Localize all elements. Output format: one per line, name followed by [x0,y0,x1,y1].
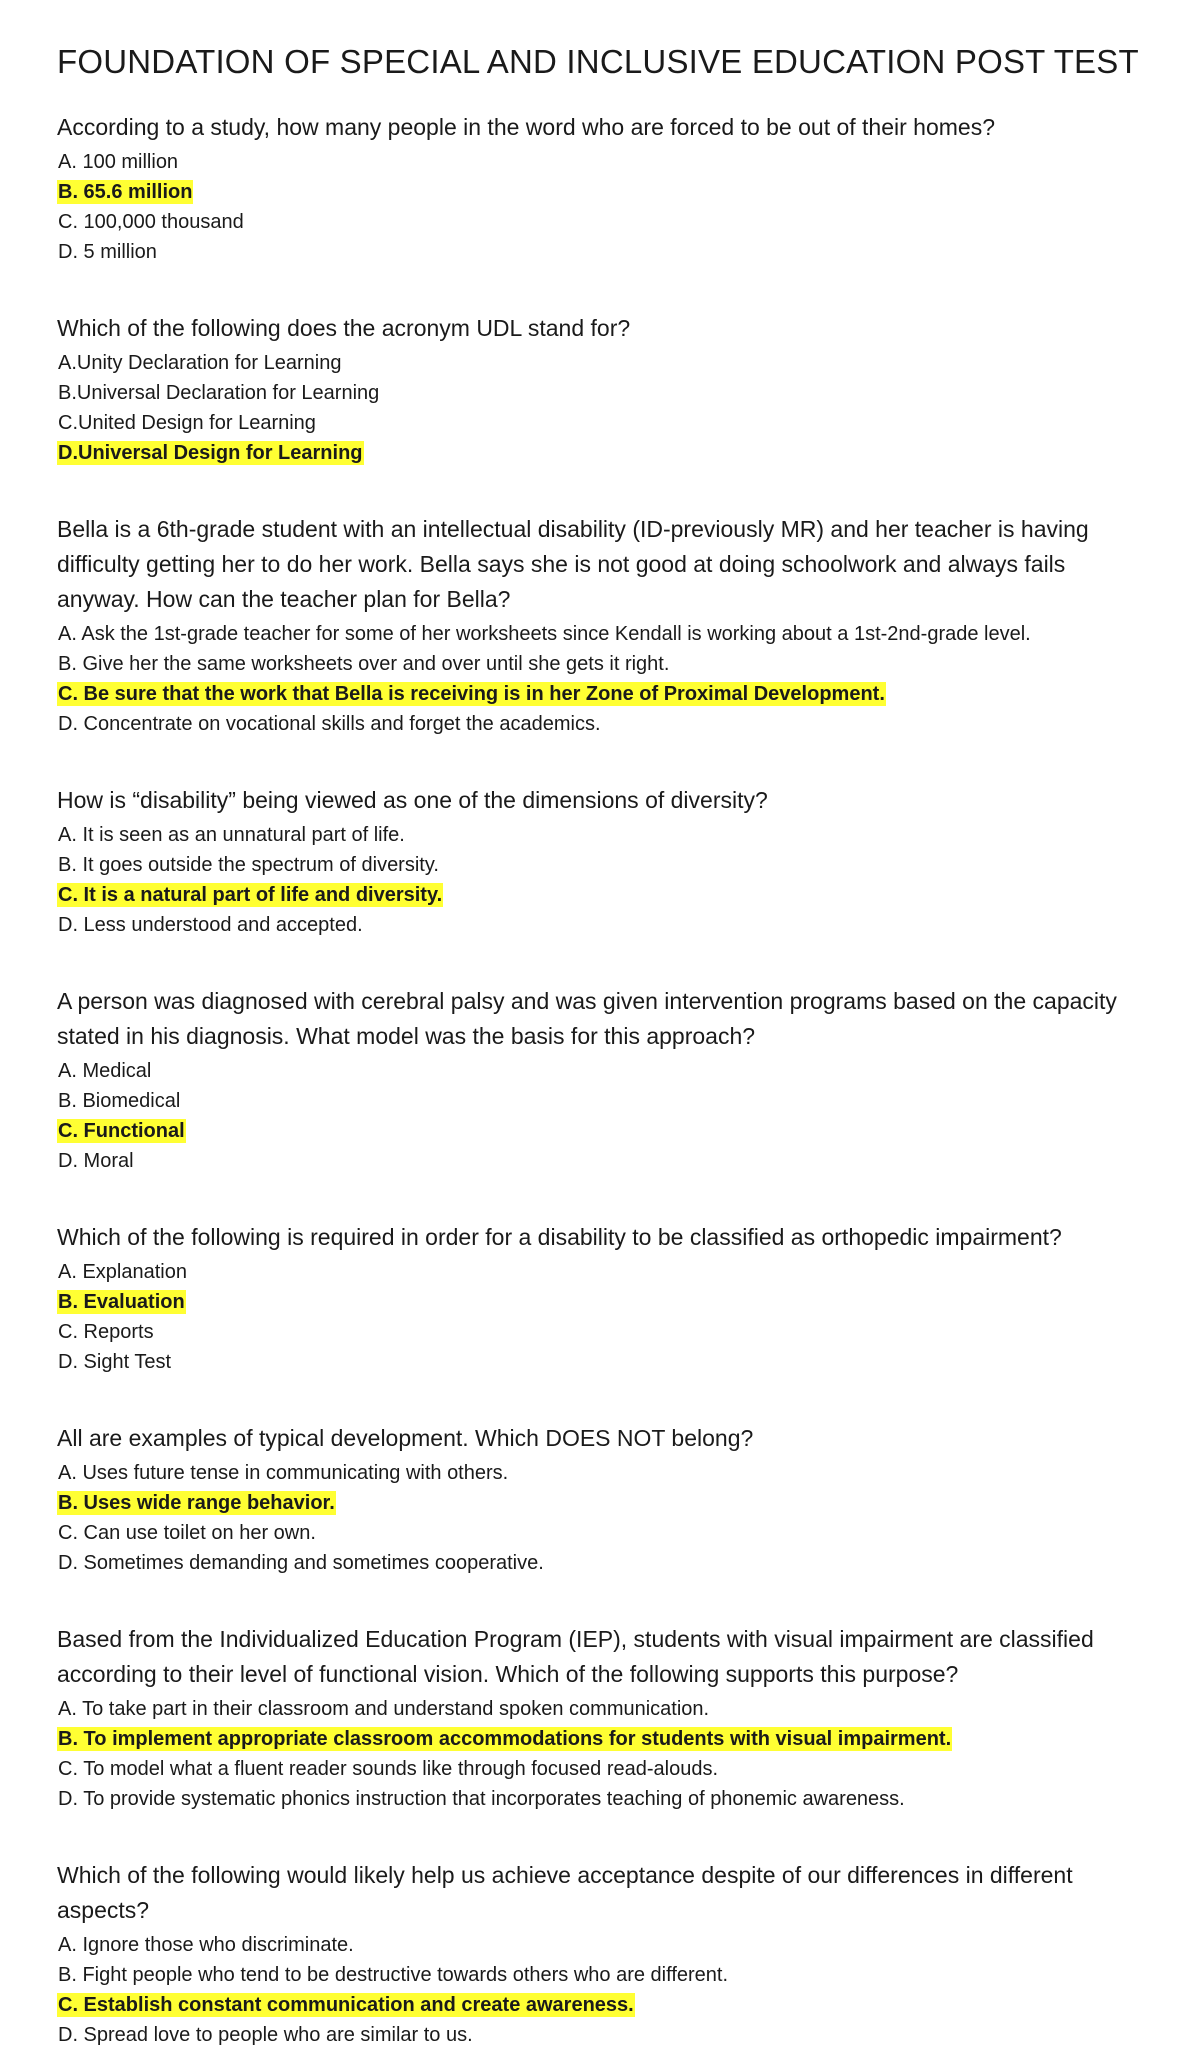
question-text: A person was diagnosed with cerebral palsy and was given intervention programs based on the capacity stated in his diagnosis. What model was the basis for this approach? [57,988,1117,1049]
option-list [57,348,1160,468]
answer-option [57,1518,1160,1548]
correct-answer-option [57,880,1160,910]
answer-option [57,1347,1160,1377]
question-block [57,984,1160,1176]
option-label: C. Can use toilet on her own. [58,1522,316,1544]
option-label: A. To take part in their classroom and understand spoken communication. [58,1698,710,1720]
question-text: According to a study, how many people in the word who are forced to be out of their homes? [57,114,996,140]
option-label: B. It goes outside the spectrum of diversity. [58,854,439,876]
option-label: D. To provide systematic phonics instruction that incorporates teaching of phonemic awareness. [58,1788,905,1810]
option-label: C. It is a natural part of life and diversity. [58,884,443,906]
option-label: C. Functional [58,1120,185,1142]
option-label: A. Ignore those who discriminate. [58,1934,354,1956]
answer-option [57,237,1160,267]
option-label: C. Reports [58,1321,154,1343]
option-label: D. Moral [58,1150,134,1172]
correct-answer-option [57,679,1160,709]
option-label: B. Biomedical [58,1090,181,1112]
question-text: Based from the Individualized Education Program (IEP), students with visual impairment are classified according to their level of functional vision. Which of the following supports this purpose? [57,1626,1094,1687]
question-text: Which of the following is required in order for a disability to be classified as orthopedic impairment? [57,1224,1062,1250]
answer-option [57,910,1160,940]
answer-option [57,820,1160,850]
document-title: FOUNDATION OF SPECIAL AND INCLUSIVE EDUCATION POST TEST [57,43,1139,80]
question-block [57,110,1160,267]
answer-option [57,1694,1160,1724]
answer-option [57,378,1160,408]
correct-answer-option [57,438,1160,468]
option-label: A. It is seen as an unnatural part of life. [58,824,405,846]
answer-option [57,1548,1160,1578]
answer-option [57,1056,1160,1086]
answer-option [57,1930,1160,1960]
option-label: B. Give her the same worksheets over and over until she gets it right. [58,653,670,675]
question-block [57,783,1160,940]
option-label: A.Unity Declaration for Learning [58,352,342,374]
option-label: D.Universal Design for Learning [58,442,363,464]
question-block [57,1220,1160,1377]
correct-answer-option [57,177,1160,207]
question-text: All are examples of typical development. Which DOES NOT belong? [57,1425,754,1451]
answer-option [57,408,1160,438]
option-label: B. Uses wide range behavior. [58,1492,335,1514]
option-label: A. Uses future tense in communicating with others. [58,1462,509,1484]
answer-option [57,1784,1160,1814]
answer-option [57,1146,1160,1176]
answer-option [57,1458,1160,1488]
option-list [57,1694,1160,1814]
answer-option [57,619,1160,649]
answer-option [57,1086,1160,1116]
option-list [57,619,1160,739]
correct-answer-option [57,1488,1160,1518]
option-label: C. To model what a fluent reader sounds like through focused read-alouds. [58,1758,719,1780]
option-list [57,1056,1160,1176]
question-text: Which of the following does the acronym UDL stand for? [57,315,631,341]
question-block [57,512,1160,739]
option-label: A. 100 million [58,151,179,173]
question-list [57,110,1160,2050]
question-block [57,311,1160,468]
option-list [57,147,1160,267]
correct-answer-option [57,1287,1160,1317]
option-label: D. Sometimes demanding and sometimes cooperative. [58,1552,544,1574]
question-block [57,1421,1160,1578]
answer-option [57,649,1160,679]
answer-option [57,709,1160,739]
option-label: A. Explanation [58,1261,187,1283]
correct-answer-option [57,1990,1160,2020]
answer-option [57,147,1160,177]
option-label: B. Evaluation [58,1291,185,1313]
option-label: B. 65.6 million [58,181,193,203]
option-label: A. Medical [58,1060,152,1082]
option-list [57,1930,1160,2050]
question-text: Which of the following would likely help us achieve acceptance despite of our differences in different aspects? [57,1862,1073,1923]
answer-option [57,850,1160,880]
option-list [57,1257,1160,1377]
option-label: A. Ask the 1st-grade teacher for some of her worksheets since Kendall is working about a 1st-2nd-grade level. [58,623,1031,645]
option-label: D. 5 million [58,241,157,263]
answer-option [57,348,1160,378]
option-label: C. Be sure that the work that Bella is receiving is in her Zone of Proximal Development. [58,683,885,705]
question-block [57,1622,1160,1814]
question-text: Bella is a 6th-grade student with an intellectual disability (ID-previously MR) and her teacher is having difficulty getting her to do her work. Bella says she is not good at doing schoolwork and always fails anyway. How can the teacher plan for Bella? [57,516,1089,612]
answer-option [57,1960,1160,1990]
answer-option [57,1754,1160,1784]
correct-answer-option [57,1724,1160,1754]
option-label: D. Sight Test [58,1351,172,1373]
answer-option [57,207,1160,237]
option-list [57,820,1160,940]
option-list [57,1458,1160,1578]
answer-option [57,2020,1160,2050]
option-label: B. Fight people who tend to be destructive towards others who are different. [58,1964,729,1986]
correct-answer-option [57,1116,1160,1146]
answer-option [57,1257,1160,1287]
option-label: C. Establish constant communication and create awareness. [58,1994,634,2016]
option-label: D. Concentrate on vocational skills and forget the academics. [58,713,601,735]
option-label: C. 100,000 thousand [58,211,244,233]
option-label: D. Spread love to people who are similar to us. [58,2024,473,2046]
option-label: D. Less understood and accepted. [58,914,363,936]
option-label: B. To implement appropriate classroom accommodations for students with visual impairment. [58,1728,952,1750]
question-text: How is “disability” being viewed as one of the dimensions of diversity? [57,787,768,813]
option-label: B.Universal Declaration for Learning [58,382,380,404]
answer-option [57,1317,1160,1347]
option-label: C.United Design for Learning [58,412,316,434]
question-block [57,1858,1160,2050]
